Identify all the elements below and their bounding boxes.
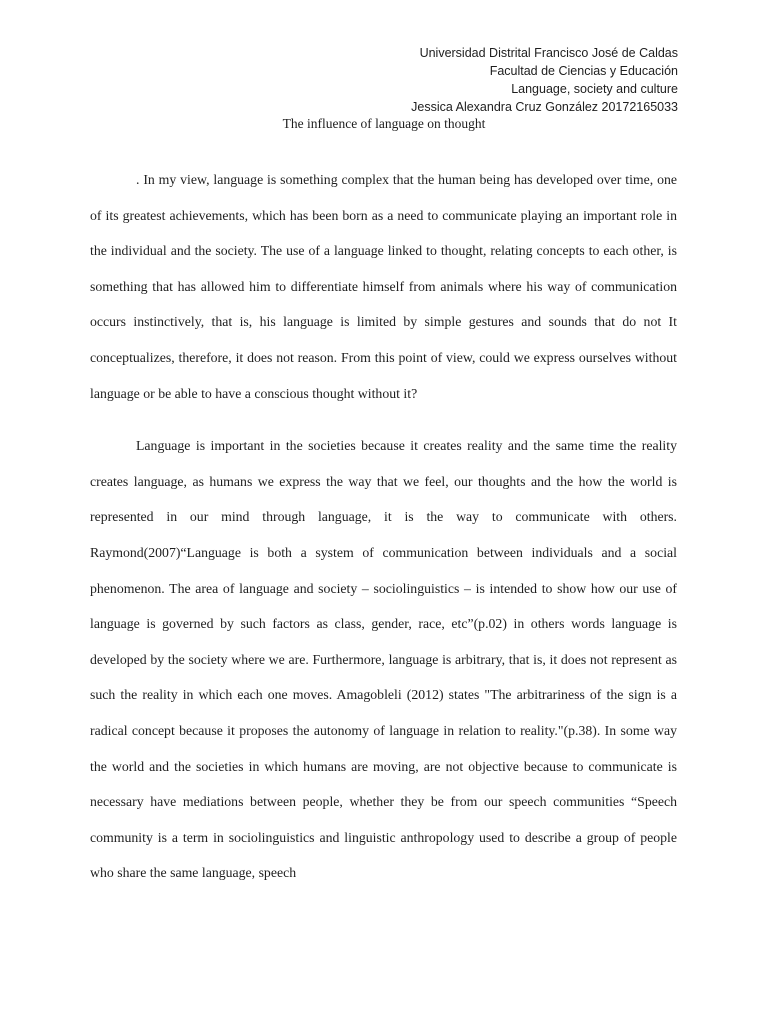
paragraph-2: Language is important in the societies because it creates reality and the same time the reality creates language, as humans we express the way that we feel, our thoughts and the how the world is represented in our mind through language, it is the way to communicate with others. Raymond(2007)“Language is both a system of communication between individuals and a social phenomenon. The area of language and society – sociolinguistics – is intended to show how our use of language is governed by such factors as class, gender, race, etc”(p.02) in others words language is developed by the society where we are. Furthermore, language is arbitrary, that is, it does not represent as such the reality in which each one moves. Amagobleli (2012) states "The arbitrariness of the sign is a radical concept because it proposes the autonomy of language in relation to reality."(p.38). In some way the world and the societies in which humans are moving, are not objective because to communicate is necessary have mediations between people, whether they be from our speech communities “Speech community is a term in sociolinguistics and linguistic anthropology used to describe a group of people who share the same language, speech (90, 438, 677, 881)
document-header (411, 44, 678, 116)
faculty-name: Facultad de Ciencias y Educación (489, 64, 678, 78)
university-name: Universidad Distrital Francisco José de Caldas (419, 46, 678, 60)
document-title: The influence of language on thought (282, 116, 486, 131)
document-body (90, 162, 677, 891)
course-name: Language, society and culture (511, 82, 678, 96)
author-name: Jessica Alexandra Cruz González 20172165033 (411, 100, 678, 114)
paragraph-1: . In my view, language is something complex that the human being has developed over time, one of its greatest achievements, which has been born as a need to communicate playing an important role in the individual and the society. The use of a language linked to thought, relating concepts to each other, is something that has allowed him to differentiate himself from animals where his way of communication occurs instinctively, that is, his language is limited by simple gestures and sounds that do not It conceptualizes, therefore, it does not reason. From this point of view, could we express ourselves without language or be able to have a conscious thought without it? (90, 172, 677, 401)
